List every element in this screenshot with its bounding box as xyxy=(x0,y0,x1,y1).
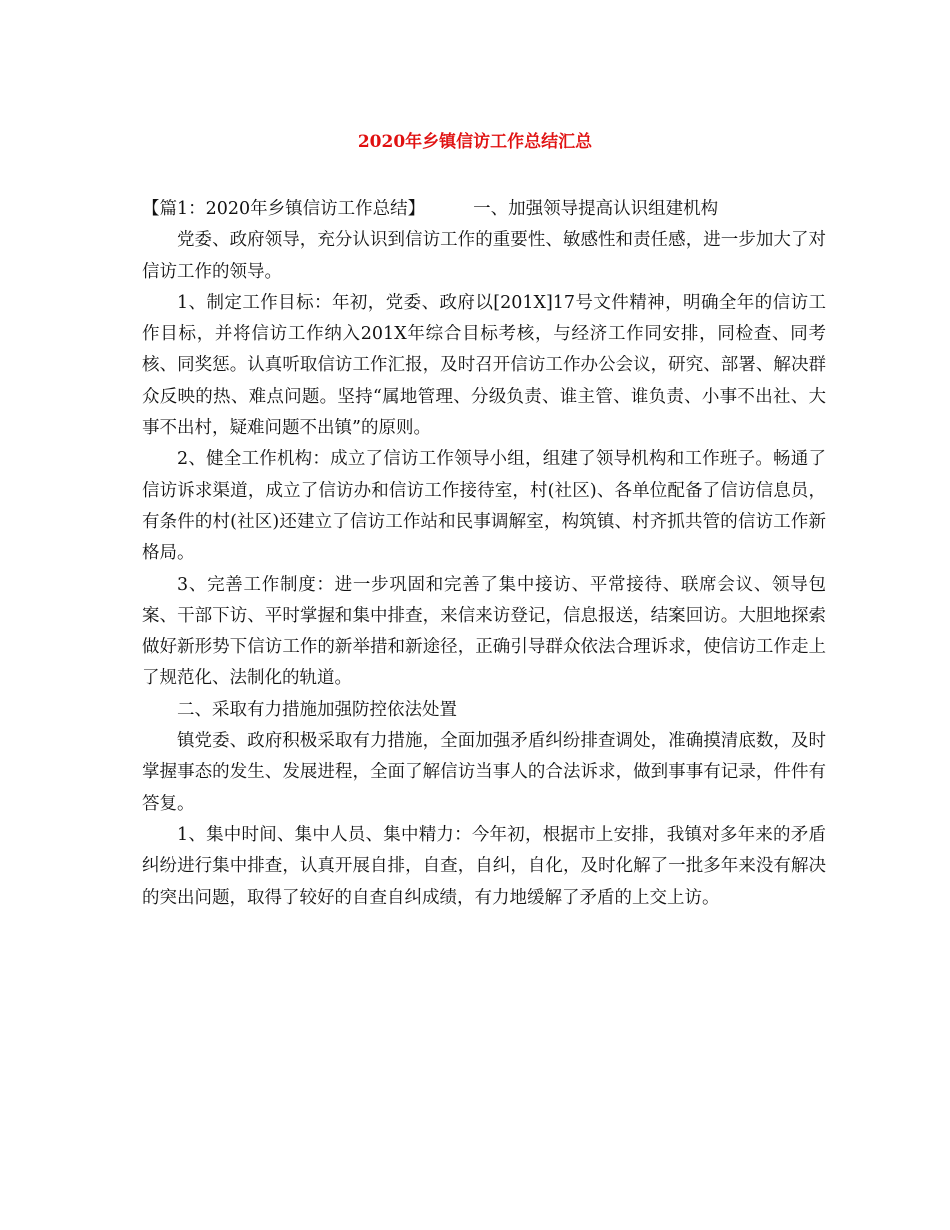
paragraph-4: 3、完善工作制度：进一步巩固和完善了集中接访、平常接待、联席会议、领导包案、干部下访、平时掌握和集中排查，来信来访登记，信息报送，结案回访。大胆地探索做好新形势下信访工作的新举措和新途径，正确引导群众依法合理诉求，使信访工作走上了规范化、法制化的轨道。 xyxy=(142,574,826,689)
paragraph-1: 党委、政府领导，充分认识到信访工作的重要性、敏感性和责任感，进一步加大了对信访工作的领导。 xyxy=(142,230,826,282)
paragraph-2: 1、制定工作目标：年初，党委、政府以[201X]17号文件精神，明确全年的信访工作目标，并将信访工作纳入201X年综合目标考核，与经济工作同安排，同检查、同考核、同奖惩。认真听取信访工作汇报，及时召开信访工作办公会议，研究、部署、解决群众反映的热、难点问题。坚持“属地管理、分级负责、谁主管、谁负责、小事不出社、大事不出村，疑难问题不出镇”的原则。 xyxy=(142,292,826,439)
paragraph-3: 2、健全工作机构：成立了信访工作领导小组，组建了领导机构和工作班子。畅通了信访诉求渠道，成立了信访办和信访工作接待室，村(社区)、各单位配备了信访信息员，有条件的村(社区)还建立了信访工作站和民事调解室，构筑镇、村齐抓共管的信访工作新格局。 xyxy=(142,449,826,564)
paragraph-6: 1、集中时间、集中人员、集中精力：今年初，根据市上安排，我镇对多年来的矛盾纠纷进行集中排查，认真开展自排，自查，自纠，自化，及时化解了一批多年来没有解决的突出问题，取得了较好的自查自纠成绩，有力地缓解了矛盾的上交上访。 xyxy=(142,824,826,908)
section-label: 【篇1：2020年乡镇信访工作总结】 xyxy=(142,199,426,219)
section-header-line xyxy=(142,194,826,225)
document-body xyxy=(142,194,826,914)
document-title: 2020年乡镇信访工作总结汇总 xyxy=(357,132,593,152)
paragraph-5: 镇党委、政府积极采取有力措施，全面加强矛盾纠纷排查调处，准确摸清底数，及时掌握事态的发生、发展进程，全面了解信访当事人的合法诉求，做到事事有记录，件件有答复。 xyxy=(142,731,826,814)
heading-2: 二、采取有力措施加强防控依法处置 xyxy=(177,699,457,720)
heading-1: 一、加强领导提高认识组建机构 xyxy=(473,199,719,219)
